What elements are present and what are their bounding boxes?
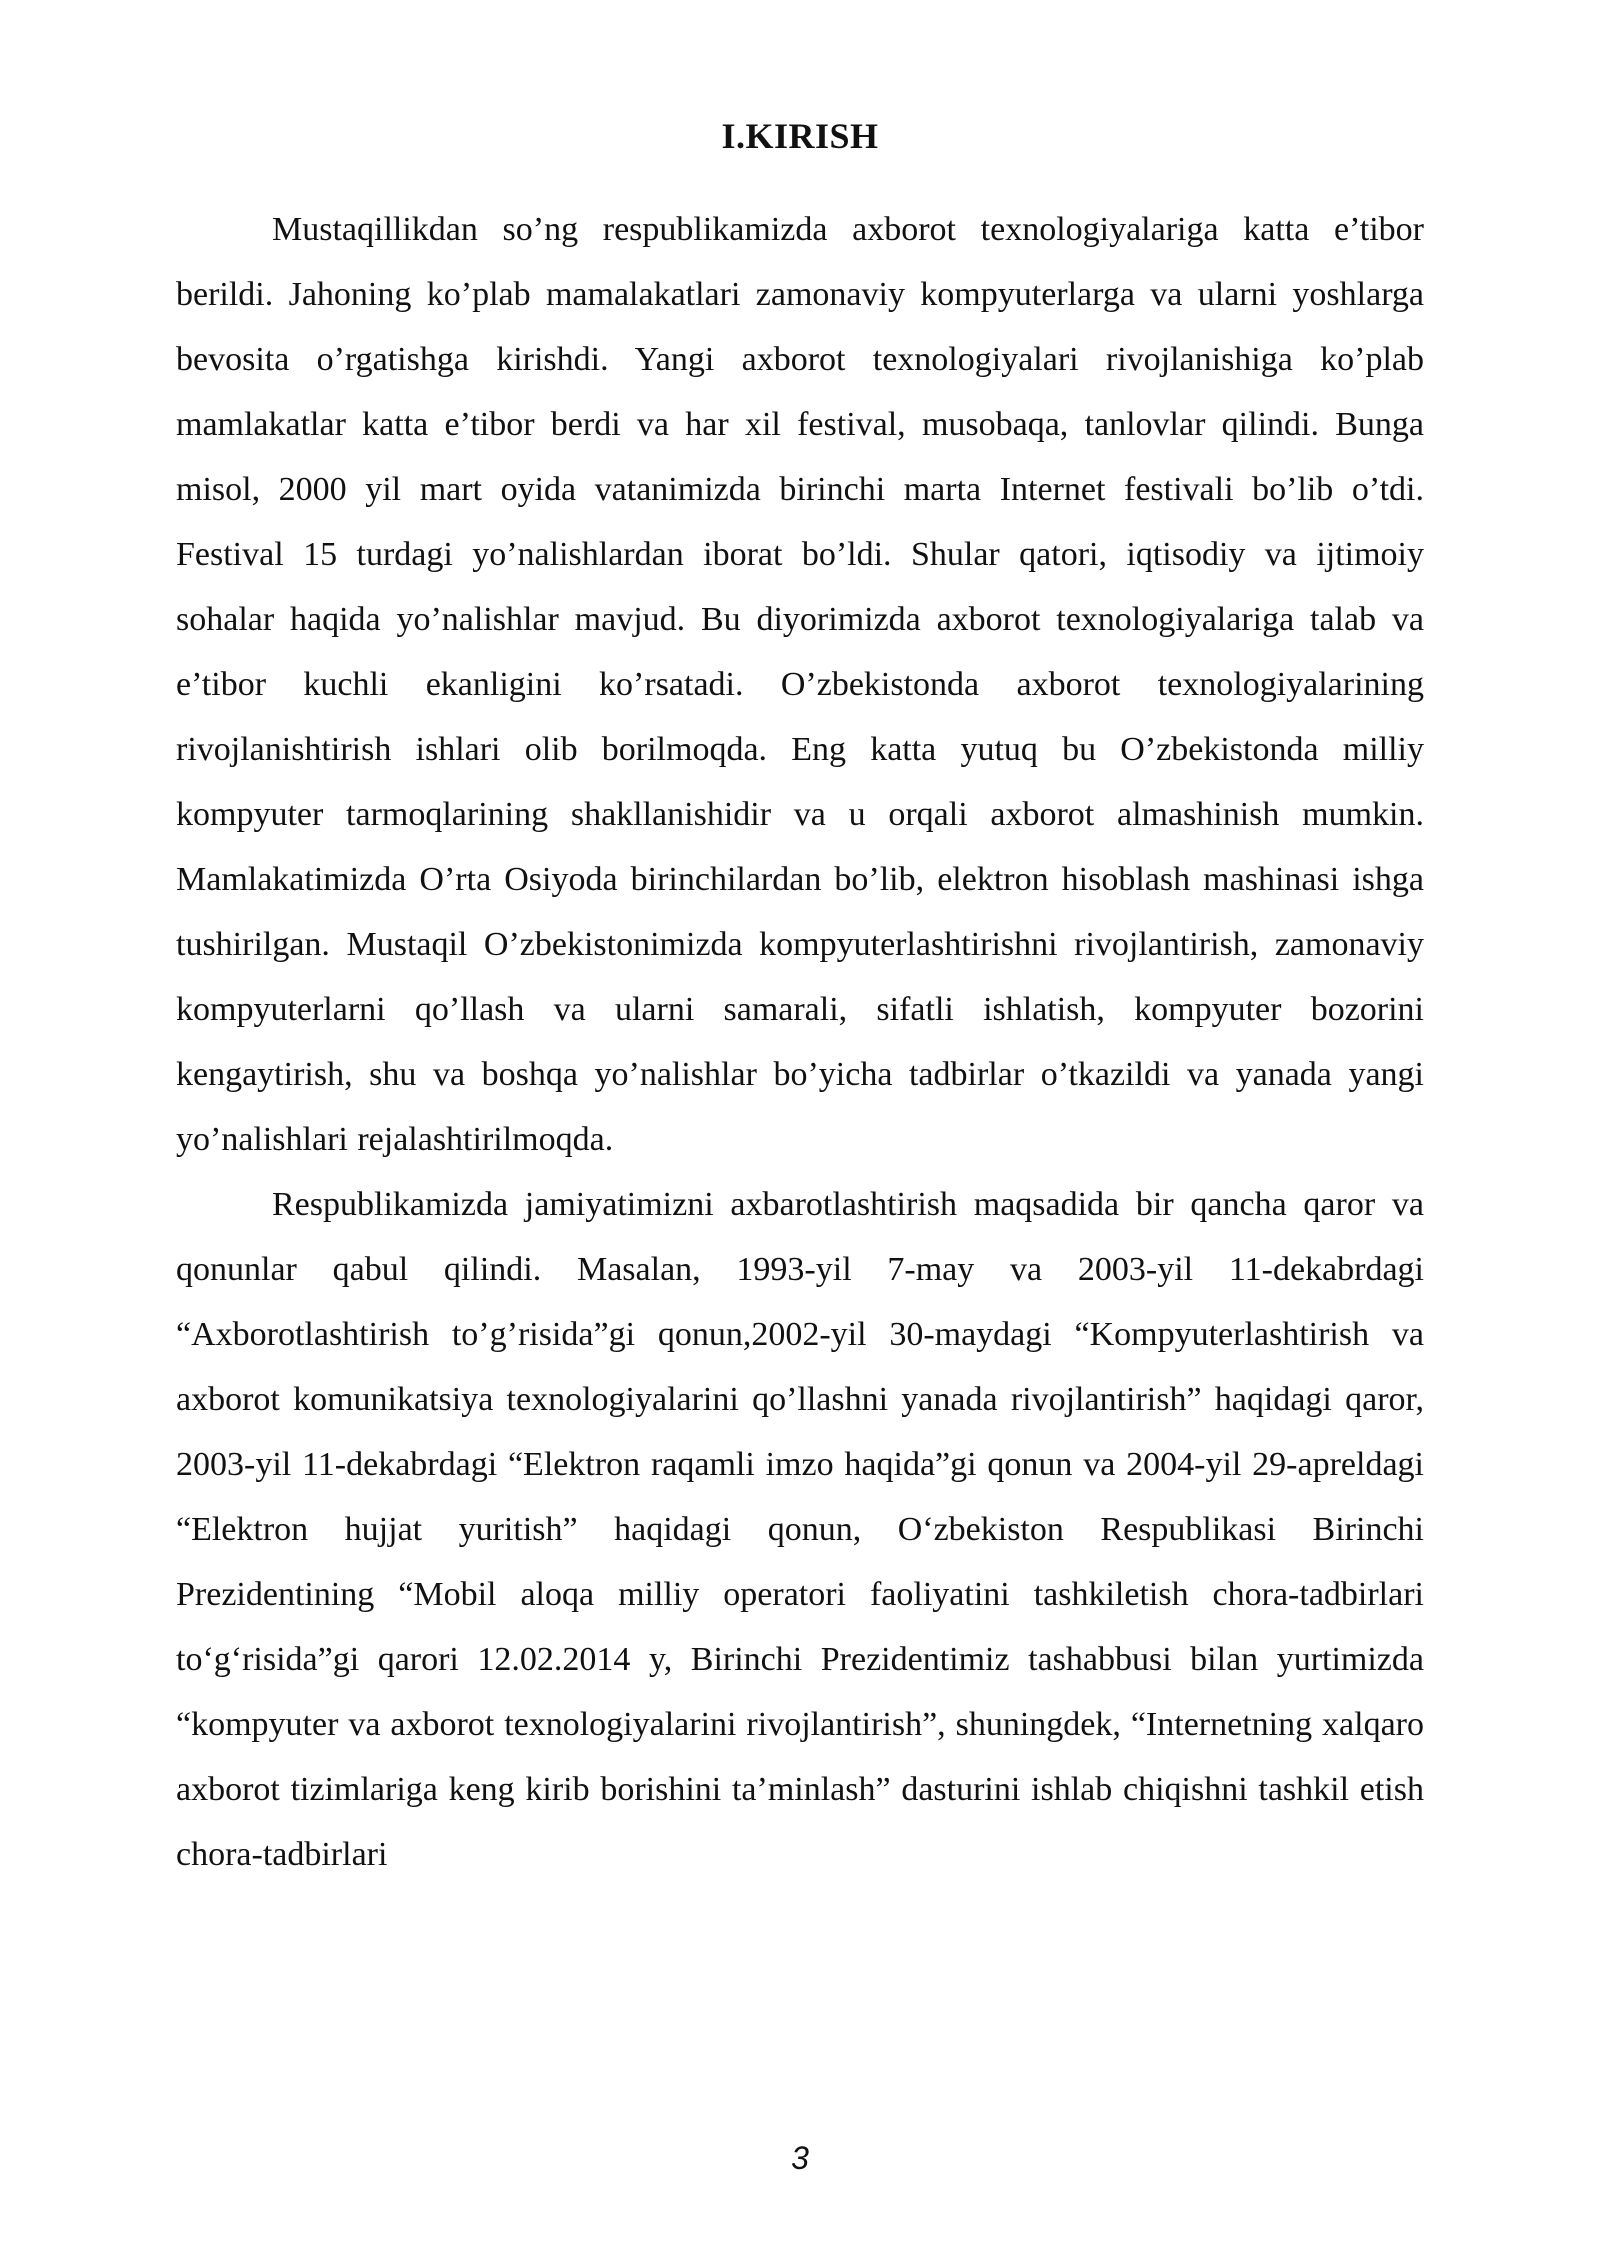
body-text: [176, 197, 1424, 1887]
paragraph-2: Respublikamizda jamiyatimizni axbarotlashtirish maqsadida bir qancha qaror va qonunlar qabul qilindi. Masalan, 1993-yil 7-may va 2003-yil 11-dekabrdagi “Axborotlashtirish to’g’risida”gi qonun,2002-yil 30-maydagi “Kompyuterlashtirish va axborot komunikatsiya texnologiyalarini qo’llashni yanada rivojlantirish” haqidagi qaror, 2003-yil 11-dekabrdagi “Elektron raqamli imzo haqida”gi qonun va 2004-yil 29-apreldagi “Elektron hujjat yuritish” haqidagi qonun, O‘zbekiston Respublikasi Birinchi Prezidentining “Mobil aloqa milliy operatori faoliyatini tashkiletish chora-tadbirlari to‘g‘risida”gi qarori 12.02.2014 y, Birinchi Prezidentimiz tashabbusi bilan yurtimizda “kompyuter va axborot texnologiyalarini rivojlantirish”, shuningdek, “Internetning xalqaro axborot tizimlariga keng kirib borishini ta’minlash” dasturini ishlab chiqishni tashkil etish chora-tadbirlari: [176, 1186, 1424, 1873]
section-heading: I.KIRISH: [721, 116, 879, 156]
paragraph-1: Mustaqillikdan so’ng respublikamizda axborot texnologiyalariga katta e’tibor berildi. Jahoning ko’plab mamalakatlari zamonaviy kompyuterlarga va ularni yoshlarga bevosita o’rgatishga kirishdi. Yangi axborot texnologiyalari rivojlanishiga ko’plab mamlakatlar katta e’tibor berdi va har xil festival, musobaqa, tanlovlar qilindi. Bunga misol, 2000 yil mart oyida vatanimizda birinchi marta Internet festivali bo’lib o’tdi. Festival 15 turdagi yo’nalishlardan iborat bo’ldi. Shular qatori, iqtisodiy va ijtimoiy sohalar haqida yo’nalishlar mavjud. Bu diyorimizda axborot texnologiyalariga talab va e’tibor kuchli ekanligini ko’rsatadi. O’zbekistonda axborot texnologiyalarining rivojlanishtirish ishlari olib borilmoqda. Eng katta yutuq bu O’zbekistonda milliy kompyuter tarmoqlarining shakllanishidir va u orqali axborot almashinish mumkin. Mamlakatimizda O’rta Osiyoda birinchilardan bo’lib, elektron hisoblash mashinasi ishga tushirilgan. Mustaqil O’zbekistonimizda kompyuterlashtirishni rivojlantirish, zamonaviy kompyuterlarni qo’llash va ularni samarali, sifatli ishlatish, kompyuter bozorini kengaytirish, shu va boshqa yo’nalishlar bo’yicha tadbirlar o’tkazildi va yanada yangi yo’nalishlari rejalashtirilmoqda.: [176, 211, 1424, 1158]
page-number: 3: [791, 2140, 809, 2176]
